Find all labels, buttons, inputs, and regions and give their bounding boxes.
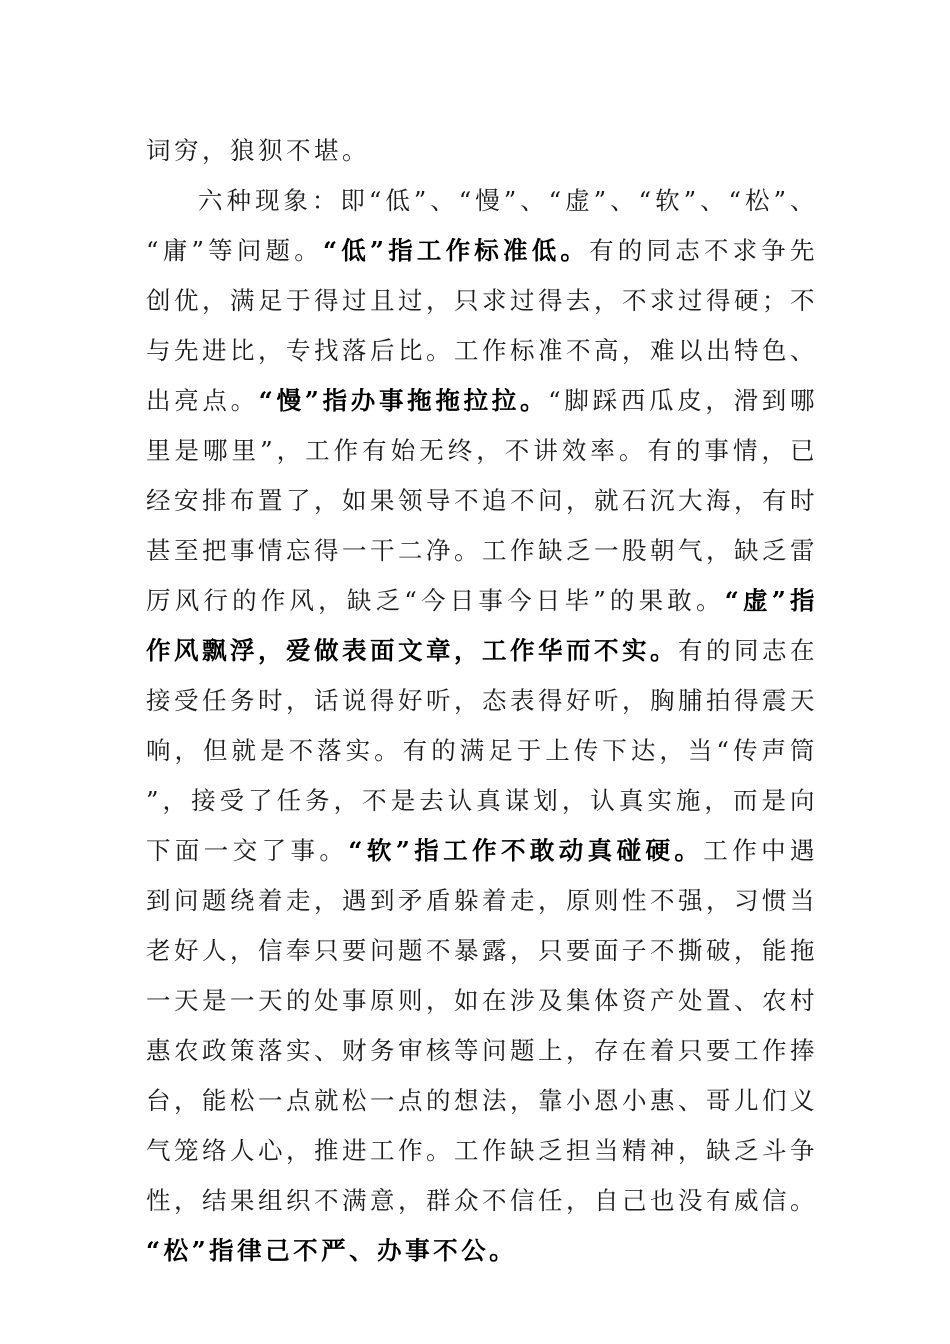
sentence-man-body: “脚踩西瓜皮，滑到哪里是哪里”，工作有始无终，不讲效率。有的事情，已经安排布置了，如果领导不追不问，就石沉大海，有时甚至把事情忘得一干二净。工作缺乏一股朝气，缺乏雷厉风行的作风，缺乏“今日事今日毕”的果敢。 (146, 386, 818, 615)
sentence-ruan-body: 工作中遇到问题绕着走，遇到矛盾躲着走，原则性不强，习惯当老好人，信奉只要问题不暴露，只要面子不撕破，能拖一天是一天的处事原则，如在涉及集体资产处置、农村惠农政策落实、财务审核等问题上，存在着只要工作捧台，能松一点就松一点的想法，靠小恩小惠、哥儿们义气笼络人心，推进工作。工作缺乏担当精神，缺乏斗争性，结果组织不满意，群众不信任，自己也没有威信。 (146, 836, 819, 1215)
sentence-intro: 六种现象：即“低”、“慢”、“虚”、“软”、“松”、“庸”等问题。 (146, 186, 818, 265)
heading-song: “松”指律己不严、办事不公。 (146, 1236, 518, 1265)
sentence-di-body: 有的同志不求争先创优，满足于得过且过，只求过得去，不求过得硬；不与先进比，专找落后比。工作标准不高，难以出特色、出亮点。 (146, 236, 818, 415)
paragraph-six-phenomena (146, 176, 818, 1276)
paragraph-1-text: 词穷，狼狈不堪。 (146, 136, 370, 165)
heading-man: “慢”指办事拖拖拉拉。 (258, 386, 549, 415)
heading-di: “低”指工作标准低。 (322, 236, 590, 265)
heading-xu: “虚”指作风飘浮，爱做表面文章，工作华而不实。 (146, 586, 818, 665)
paragraph-continuation (146, 126, 818, 176)
heading-ruan: “软”指工作不敢动真碰硬。 (348, 836, 704, 865)
sentence-xu-body: 有的同志在接受任务时，话说得好听，态表得好听，胸脯拍得震天响，但就是不落实。有的满足于上传下达，当“传声筒”，接受了任务，不是去认真谋划，认真实施，而是向下面一交了事。 (146, 636, 818, 865)
document-body (146, 126, 818, 1276)
